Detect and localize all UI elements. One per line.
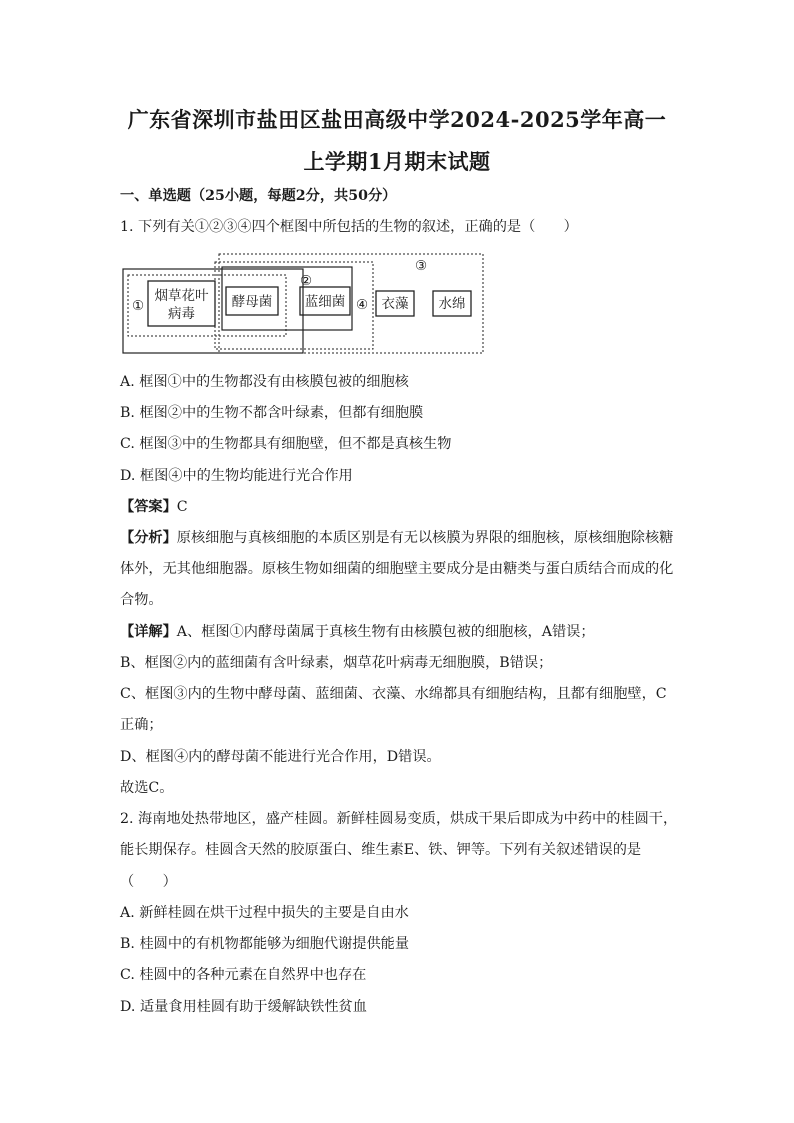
question-2-stem-line2: 能长期保存。桂圆含天然的胶原蛋白、维生素E、铁、钾等。下列有关叙述错误的是 xyxy=(120,842,642,858)
item-yeast: 酵母菌 xyxy=(231,294,273,310)
question-1-analysis-line2: 体外，无其他细胞器。原核生物如细菌的细胞壁主要成分是由糖类与蛋白质结合而成的化 xyxy=(120,561,674,577)
question-2-stem-line3: （ ） xyxy=(120,874,177,890)
question-1-option-d: D. 框图④中的生物均能进行光合作用 xyxy=(120,468,353,484)
answer-value: C xyxy=(176,499,188,515)
analysis-label: 【分析】 xyxy=(120,530,177,546)
question-1-answer xyxy=(120,497,680,517)
question-1-diagram xyxy=(118,250,488,360)
question-1-detail-line1 xyxy=(120,622,680,642)
section-heading: 一、单选题（25小题，每题2分，共50分） xyxy=(120,188,397,204)
item-cyanobacteria: 蓝细菌 xyxy=(304,294,346,310)
answer-label: 【答案】 xyxy=(120,499,177,515)
detail-text-1: A、框图①内酵母菌属于真核生物有由核膜包被的细胞核，A错误； xyxy=(176,624,595,640)
page-title-line1: 广东省深圳市盐田区盐田高级中学2024-2025学年高一 xyxy=(127,107,667,132)
box-2-label: ② xyxy=(300,273,313,289)
box-3-label: ③ xyxy=(415,258,428,274)
question-1-option-b: B. 框图②中的生物不都含叶绿素，但都有细胞膜 xyxy=(120,405,424,421)
question-1-analysis-line1 xyxy=(120,528,680,548)
item-chlamydomonas: 衣藻 xyxy=(381,296,409,312)
question-1-conclusion: 故选C。 xyxy=(120,780,174,796)
question-1-detail-line3: C、框图③内的生物中酵母菌、蓝细菌、衣藻、水绵都具有细胞结构，且都有细胞壁，C xyxy=(120,686,667,702)
question-1-option-a: A. 框图①中的生物都没有由核膜包被的细胞核 xyxy=(120,374,409,390)
question-2-stem-line1: 2. 海南地处热带地区，盛产桂圆。新鲜桂圆易变质，烘成干果后即成为中药中的桂圆干， xyxy=(120,811,678,827)
question-2-option-b: B. 桂圆中的有机物都能够为细胞代谢提供能量 xyxy=(120,936,410,952)
item-spirogyra: 水绵 xyxy=(438,296,466,312)
question-2-option-d: D. 适量食用桂圆有助于缓解缺铁性贫血 xyxy=(120,999,367,1015)
item-tobacco-mosaic-virus-line2: 病毒 xyxy=(168,306,195,322)
box-diagram xyxy=(118,250,488,360)
question-1-analysis-line3: 合物。 xyxy=(120,592,163,608)
analysis-text-1: 原核细胞与真核细胞的本质区别是有无以核膜为界限的细胞核，原核细胞除核糖 xyxy=(176,530,674,546)
box-4-label: ④ xyxy=(356,297,369,313)
question-1-detail-line4: 正确； xyxy=(120,717,163,733)
question-1-stem: 1. 下列有关①②③④四个框图中所包括的生物的叙述，正确的是（ ） xyxy=(120,219,578,235)
question-2-option-a: A. 新鲜桂圆在烘干过程中损失的主要是自由水 xyxy=(120,905,409,921)
item-tobacco-mosaic-virus-line1: 烟草花叶 xyxy=(154,288,209,304)
question-1-detail-line2: B、框图②内的蓝细菌有含叶绿素，烟草花叶病毒无细胞膜，B错误； xyxy=(120,655,553,671)
detail-label: 【详解】 xyxy=(120,624,177,640)
question-1-detail-line5: D、框图④内的酵母菌不能进行光合作用，D错误。 xyxy=(120,749,441,765)
page-title-line2: 上学期1月期末试题 xyxy=(303,149,491,174)
box-1-label: ① xyxy=(132,298,145,314)
question-1-option-c: C. 框图③中的生物都具有细胞壁，但不都是真核生物 xyxy=(120,436,452,452)
question-2-option-c: C. 桂圆中的各种元素在自然界中也存在 xyxy=(120,967,367,983)
